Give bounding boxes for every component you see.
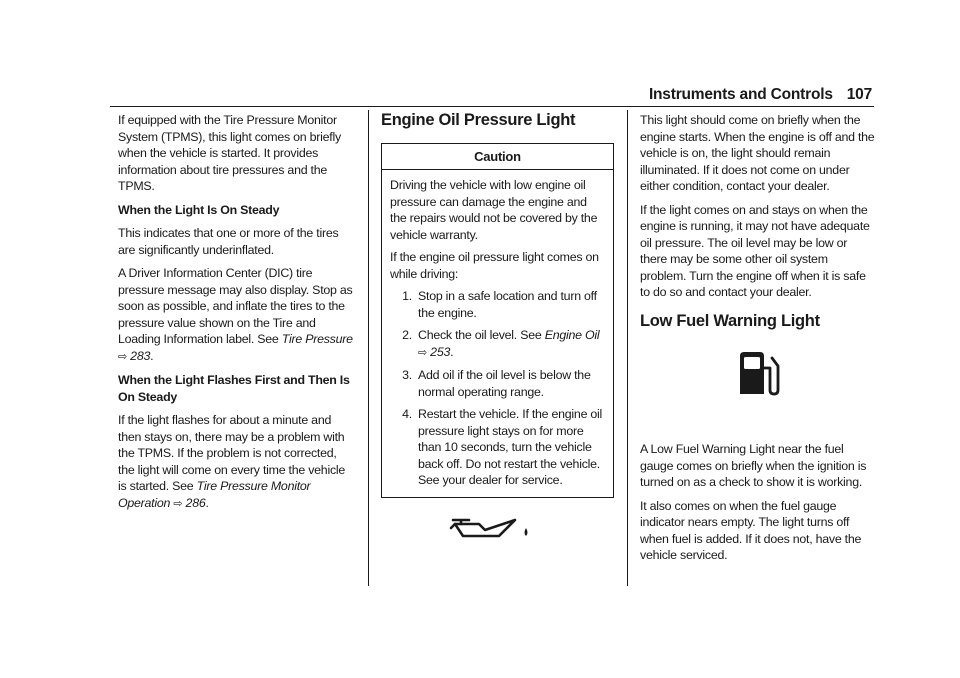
tire-pressure-page[interactable]: 283	[130, 348, 151, 363]
oil-light-paragraph-1: This light should come on briefly when the engine starts. When the engine is off and the vehicle is on, the light should remain illuminated. If it does not come on under either condition, contact your dealer.	[640, 113, 875, 193]
column-divider-right	[627, 110, 628, 586]
tpms-intro: If equipped with the Tire Pressure Monitor System (TPMS), this light comes on briefly when the vehicle is started. It provides information about tire pressures and the TPMS.	[118, 113, 341, 193]
column-oil-pressure	[381, 112, 614, 498]
caution-title: Caution	[382, 144, 613, 171]
flash-heading: When the Light Flashes First and Then Is On Steady	[118, 373, 350, 404]
list-item: 1. Stop in a safe location and turn off the engine.	[402, 289, 597, 320]
caution-body	[382, 170, 613, 497]
list-item: 4. Restart the vehicle. If the engine oil pressure light stays on for more than 10 seconds, turn the vehicle back off. Do not restart the vehicle. See your dealer for service.	[402, 407, 603, 487]
flash-text: If the light flashes for about a minute and then stays on, there may be a problem with the TPMS. If the problem is not corrected, the light will come on every time the vehicle is started. See	[118, 413, 346, 493]
tire-pressure-link[interactable]: Tire Pressure	[281, 332, 353, 346]
column-tpms	[118, 112, 356, 519]
column-low-fuel	[640, 112, 876, 571]
dic-text: A Driver Information Center (DIC) tire pressure message may also display. Stop as soon as possible, and inflate the tires to the pressure value shown on the Tire and Loading Information label. See	[118, 266, 353, 346]
engine-oil-page[interactable]: 253	[430, 344, 451, 359]
dic-paragraph: A Driver Information Center (DIC) tire pressure message may also display. Stop as soon as possible, and inflate the tires to the pressure value shown on the Tire and Loading Information label. See Tire Pressure ⇨ 283.	[118, 266, 353, 363]
tpms-operation-page[interactable]: 286	[185, 495, 206, 510]
tpms-operation-link[interactable]: Tire Pressure Monitor Operation	[118, 479, 311, 510]
list-item: 2. Check the oil level. See Engine Oil ⇨ 253.	[402, 328, 600, 359]
low-fuel-paragraph-1: A Low Fuel Warning Light near the fuel gauge comes on briefly when the ignition is turned on as a check to show it is working.	[640, 442, 867, 489]
flash-paragraph: If the light flashes for about a minute and then stays on, there may be a problem with the TPMS. If the problem is not corrected, the light will come on every time the vehicle is started. See Tire Pressure Monitor Operation ⇨ 286.	[118, 413, 346, 510]
column-divider-left	[368, 110, 369, 586]
page-arrow-icon: ⇨	[173, 497, 183, 510]
oil-pressure-heading: Engine Oil Pressure Light	[381, 111, 576, 129]
section-title: Instruments and Controls	[648, 86, 833, 103]
steady-heading: When the Light Is On Steady	[118, 202, 280, 217]
steady-text: This indicates that one or more of the tires are significantly underinflated.	[118, 226, 339, 257]
header-rule	[110, 106, 874, 107]
low-fuel-paragraph-2: It also comes on when the fuel gauge indicator nears empty. The light turns off when fuel is added. If it does not, have the vehicle serviced.	[640, 498, 862, 562]
low-fuel-heading: Low Fuel Warning Light	[640, 311, 820, 330]
caution-steps	[390, 288, 605, 489]
page-number: 107	[846, 86, 872, 103]
page-arrow-icon: ⇨	[418, 346, 427, 359]
caution-box	[381, 143, 614, 498]
fuel-pump-icon	[738, 350, 784, 398]
caution-paragraph-2: If the engine oil pressure light comes on while driving:	[390, 250, 599, 281]
oil-light-paragraph-2: If the light comes on and stays on when the engine is running, it may not have adequate oil pressure. The oil level may be low or there may be some other oil system problem. Turn the engine off when it is safe to do so and contact your dealer.	[640, 202, 870, 299]
caution-paragraph-1: Driving the vehicle with low engine oil pressure can damage the engine and the repairs would not be covered by the vehicle warranty.	[390, 178, 598, 242]
oil-can-icon	[449, 514, 531, 542]
engine-oil-link[interactable]: Engine Oil	[544, 328, 600, 342]
list-item: 3. Add oil if the oil level is below the normal operating range.	[402, 368, 591, 399]
running-header	[649, 86, 872, 104]
page-arrow-icon: ⇨	[118, 350, 127, 363]
